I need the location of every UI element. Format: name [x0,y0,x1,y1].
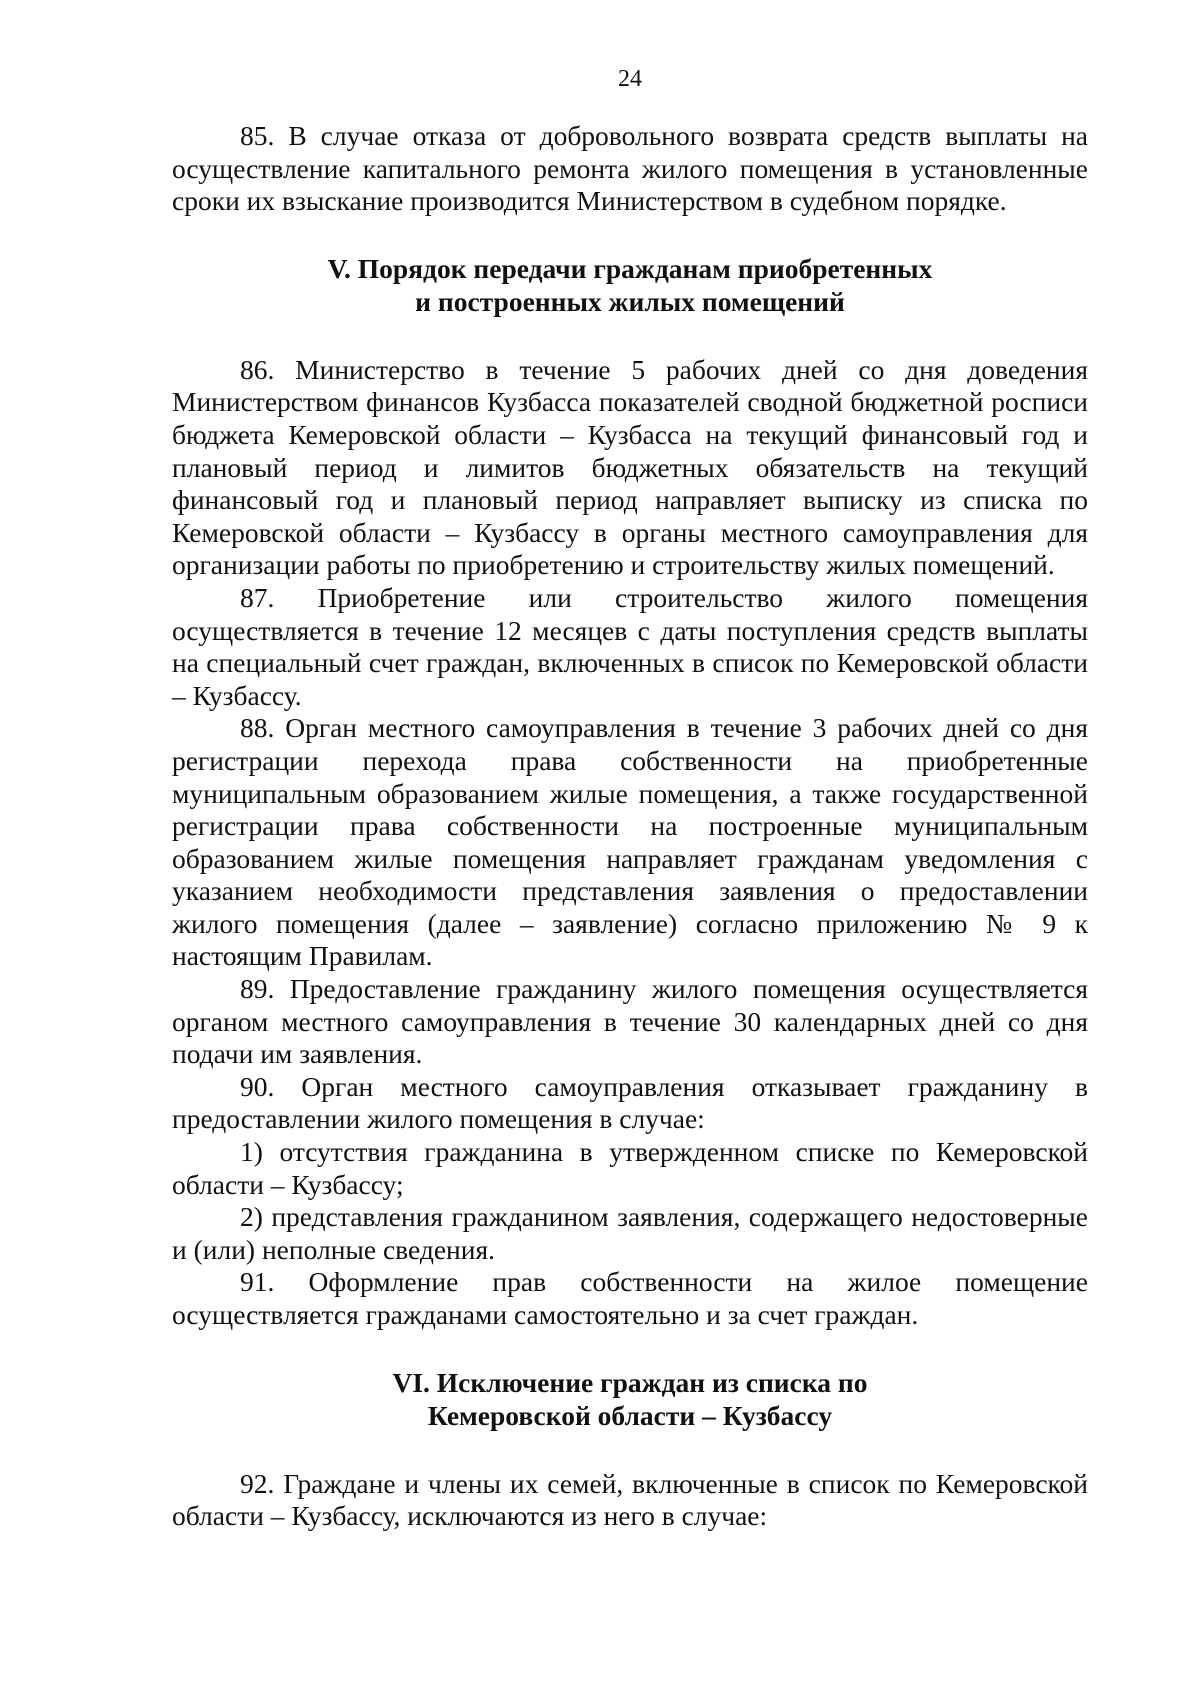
section-vi-heading [172,1366,1088,1432]
paragraph-86: 86. Министерство в течение 5 рабочих дней со дня доведения Министерством финансов Кузбасса показателей сводной бюджетной росписи бюджета Кемеровской области – Кузбасса на текущий финансовый год и плановый период и лимитов бюджетных обязательств на текущий финансовый год и плановый период направляет выписку из списка по Кемеровской области – Кузбассу в органы местного самоуправления для организации работы по приобретению и строительству жилых помещений. [172,353,1088,581]
section-v-title-line2: и построенных жилых помещений [415,285,845,317]
paragraph-92: 92. Граждане и члены их семей, включенные в список по Кемеровской области – Кузбассу, исключаются из него в случае: [172,1467,1088,1532]
paragraph-89: 89. Предоставление гражданину жилого помещения осуществляется органом местного самоуправления в течение 30 календарных дней со дня подачи им заявления. [172,973,1088,1070]
paragraph-88: 88. Орган местного самоуправления в течение 3 рабочих дней со дня регистрации перехода права собственности на приобретенные муниципальным образованием жилые помещения, а также государственной регистрации права собственности на построенные муниципальным образованием жилые помещения направляет гражданам уведомления с указанием необходимости представления заявления о предоставлении жилого помещения (далее – заявление) согласно приложению № 9 к настоящим Правилам. [172,712,1088,972]
page-number: 24 [618,66,642,92]
paragraph-85: 85. В случае отказа от добровольного возврата средств выплаты на осуществление капитального ремонта жилого помещения в установленные сроки их взыскание производится Министерством в судебном порядке. [172,120,1088,217]
paragraph-91: 91. Оформление прав собственности на жилое помещение осуществляется гражданами самостоятельно и за счет граждан. [172,1266,1088,1330]
section-vi-title-line1: VI. Исключение граждан из списка по [392,1366,868,1398]
paragraph-90: 90. Орган местного самоуправления отказывает гражданину в предоставлении жилого помещения в случае: [172,1070,1088,1135]
section-vi-title-line2: Кемеровской области – Кузбассу [427,1399,833,1431]
section-v-title-line1: V. Порядок передачи гражданам приобретенных [327,252,933,284]
section-v-heading [172,252,1088,318]
paragraph-90-item-2: 2) представления гражданином заявления, содержащего недостоверные и (или) неполные сведения. [172,1201,1088,1265]
paragraph-90-item-1: 1) отсутствия гражданина в утвержденном списке по Кемеровской области – Кузбассу; [172,1136,1088,1200]
paragraph-87: 87. Приобретение или строительство жилого помещения осуществляется в течение 12 месяцев с даты поступления средств выплаты на специальный счет граждан, включенных в список по Кемеровской области – Кузбассу. [172,581,1088,711]
